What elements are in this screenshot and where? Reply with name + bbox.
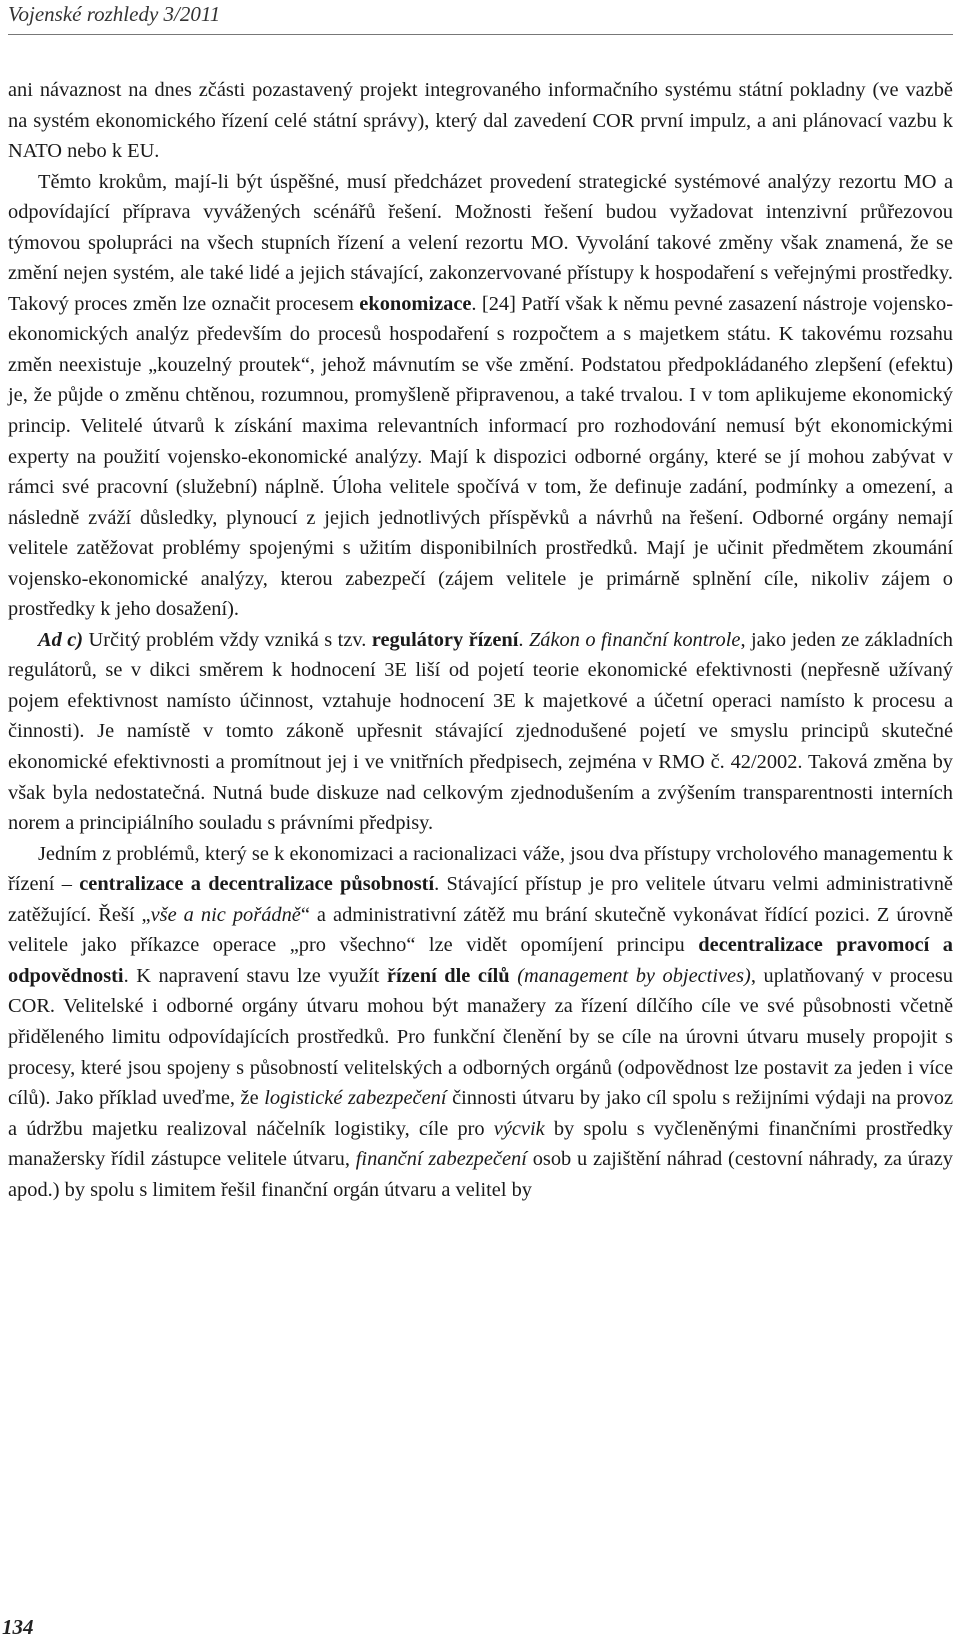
paragraph-text: “ a administrativní zátěž mu brání skutečně vykonávat řídící pozici. Z úrovně velitele jako příkazce operace „pro všechno“ lze vidět opomíjení principu bbox=[8, 903, 953, 957]
paragraph-text: osob u zajištění náhrad (cestovní náhrady, za úrazy apod.) by spolu s limitem řešil finanční orgán útvaru a velitel by bbox=[8, 1148, 953, 1201]
paragraph-text: činnosti útvaru by jako cíl spolu s režijními výdaji na provoz a údržbu majetku realizoval náčelník logistiky, cíle pro bbox=[8, 1087, 953, 1140]
bold-term-ekonomizace: ekonomizace bbox=[359, 292, 472, 315]
paragraph-text: . bbox=[518, 628, 529, 651]
paragraph-4 bbox=[8, 839, 953, 1206]
paragraph-text: . K napravení stavu lze využít bbox=[123, 964, 387, 987]
paragraph-3 bbox=[8, 625, 953, 839]
paragraph-1 bbox=[8, 75, 953, 167]
paragraph-text: Těmto krokům, mají-li být úspěšné, musí předcházet provedení strategické systémové analýzy rezortu MO a odpovídající příprava vyvážených scénářů řešení. Možnosti řešení budou vyžadovat intenzivní průřezovou týmovou spolupráci na všech stupních řízení a velení rezortu MO. Vyvolání takové změny však znamená, že se změní nejen systém, ale také lidé a jejich stávající, zakonzervované přístupy k hospodaření s veřejnými prostředky. Takový proces změn lze označit procesem bbox=[8, 170, 953, 315]
paragraph-text: . [24] Patří však k němu pevné zasazení nástroje vojensko-ekonomických analýz především do procesů hospodaření s rozpočtem a s majetkem státu. K takovému rozsahu změn neexistuje „kouzelný proutek“, jehož mávnutím se vše změní. Podstatou předpokládaného zlepšení (efektu) je, že půjde o změnu chtěnou, rozumnou, promyšleně připravenou, a také trvalou. I v tom aplikujeme ekonomický princip. Velitelé útvarů k získání maxima relevantních informací pro rozhodování nemusí být ekonomickými experty na použití vojensko-ekonomické analýzy. Mají k dispozici odborné orgány, které se jí mohou zabývat v rámci své pracovní (služební) náplně. Úloha velitele spočívá v tom, že definuje zadání, podmínky a omezení, a následně zváží důsledky, plynoucí z jejich jednotlivých příspěvků a návrhů na řešení. Odborné orgány nemají velitele zatěžovat problémy spojenými s užitím disponibilních prostředků. Mají je učinit předmětem zkoumání vojensko-ekonomické analýzy, kterou zabezpečí (zájem velitele je primárně splnění cíle, nikoliv zájem o prostředky k jeho dosažení). bbox=[8, 292, 954, 621]
paragraph-text: Určitý problém vždy vzniká s tzv. bbox=[83, 628, 372, 651]
bold-term-decentralizace: decentralizace pravomocí a odpovědnosti bbox=[8, 934, 954, 987]
bold-term-centralizace: centralizace a decentralizace působností bbox=[79, 873, 435, 896]
running-header: Vojenské rozhledy 3/2011 bbox=[8, 2, 221, 26]
bold-term-regulatory: regulátory řízení bbox=[371, 628, 519, 651]
italic-mbo: (management by objectives) bbox=[517, 964, 751, 987]
paragraph-text: by spolu s vyčleněnými finančními prostředky manažersky řídil zástupce velitele útvaru, bbox=[8, 1117, 953, 1171]
paragraph-text: , jako jeden ze základních regulátorů, se v dikci směrem k hodnocení 3E liší od pojetí teorie ekonomické efektivnosti (nepřesně užívaný pojem efektivnost namísto účinnost, vztahuje hodnocení 3E k majetkové a účetní operaci namísto k procesu a činnosti). Je namístě v tomto zákoně upřesnit stávající zjednodušené pojetí ve smyslu principů skutečné ekonomické efektivnosti a promítnout jej i ve vnitřních předpisech, zejména v RMO č. 42/2002. Taková změna by však byla nedostatečná. Nutná bude diskuze nad celkovým zjednodušením a zvýšením transparentnosti interních norem a principiálního souladu s právními předpisy. bbox=[8, 628, 954, 835]
bold-term-rizeni-dle-cilu: řízení dle cílů bbox=[386, 964, 510, 987]
header-rule bbox=[8, 34, 953, 35]
italic-finance: finanční zabezpečení bbox=[355, 1148, 527, 1171]
paragraph-text: . Stávající přístup je pro velitele útvaru velmi administrativně zatěžující. Řeší „ bbox=[8, 873, 953, 926]
paragraph-text: , uplatňovaný v procesu COR. Velitelské i odborné orgány útvaru mohou být manažery za řízení dílčího cíle ve své působnosti včetně přiděleného limitu odpovídajících prostředků. Pro funkční členění by se cíle na úrovni útvaru musely propojit s procesy, které jsou spojeny s působností velitelských a odborných orgánů (odpovědnost lze postavit za jeden i více cílů). Jako příklad uveďme, že bbox=[8, 964, 954, 1110]
italic-training: výcvik bbox=[493, 1117, 545, 1140]
page-number: 134 bbox=[2, 1615, 34, 1639]
italic-quote: vše a nic pořádně bbox=[150, 903, 301, 926]
paragraph-2 bbox=[8, 167, 953, 625]
paragraph-text: Jedním z problémů, který se k ekonomizaci a racionalizaci váže, jsou dva přístupy vrcholového managementu k řízení – bbox=[8, 842, 953, 896]
article-body bbox=[8, 75, 953, 1205]
paragraph-text: ani návaznost na dnes zčásti pozastavený projekt integrovaného informačního systému státní pokladny (ve vazbě na systém ekonomického řízení celé státní správy), který dal zavedení COR první impulz, a ani plánovací vazbu k NATO nebo k EU. bbox=[8, 79, 953, 163]
italic-law-name: Zákon o finanční kontrole bbox=[528, 628, 741, 651]
section-marker-ad-c: Ad c) bbox=[38, 628, 84, 651]
italic-logistics: logistické zabezpečení bbox=[264, 1087, 447, 1110]
